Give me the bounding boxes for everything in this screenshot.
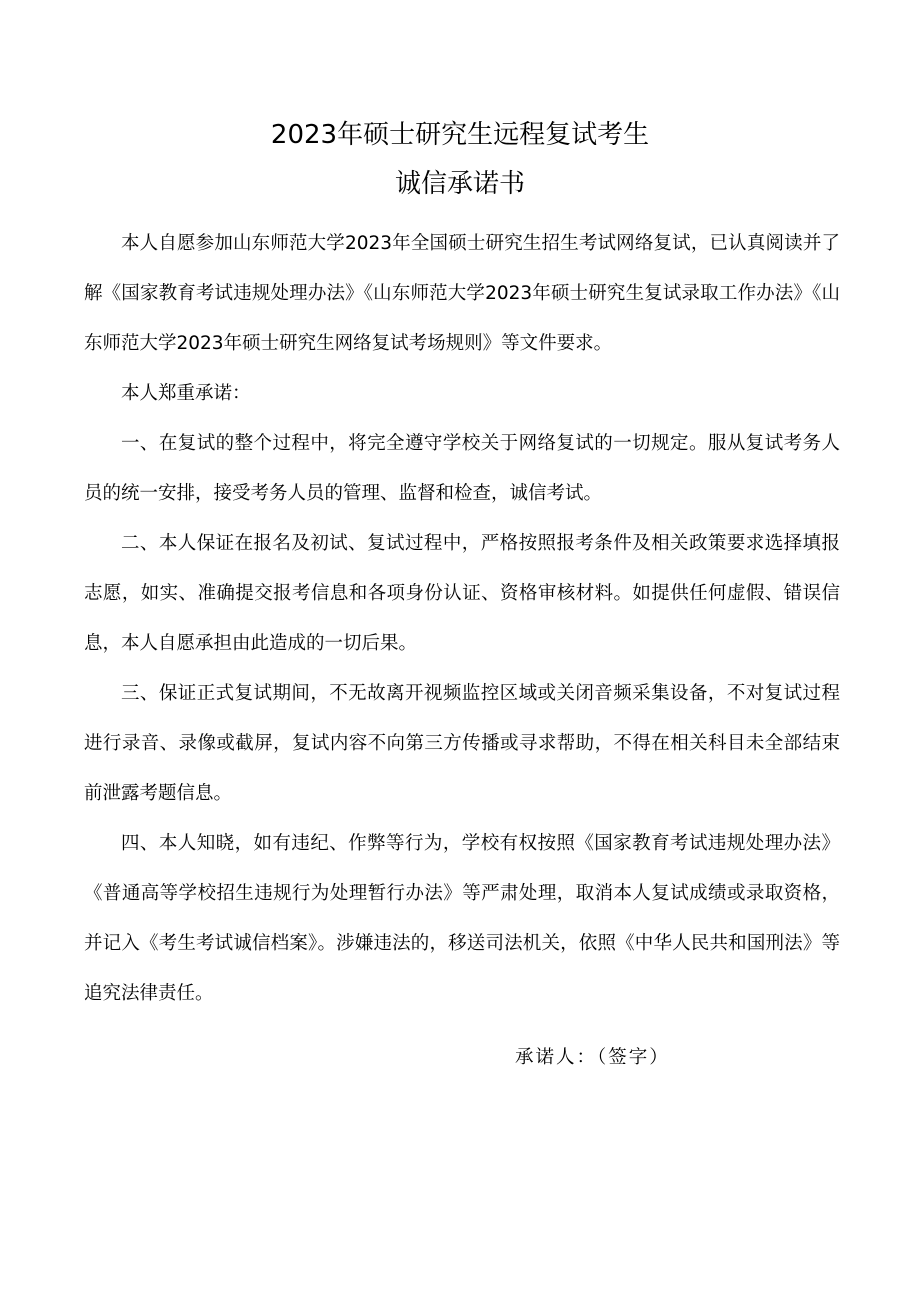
paragraph-pledge-1: 一、在复试的整个过程中，将完全遵守学校关于网络复试的一切规定。服从复试考务人员的统一安排，接受考务人员的管理、监督和检查，诚信考试。 bbox=[84, 433, 840, 504]
paragraph-pledge-3: 三、保证正式复试期间，不无故离开视频监控区域或关闭音频采集设备，不对复试过程进行录音、录像或截屏，复试内容不向第三方传播或寻求帮助，不得在相关科目未全部结束前泄露考题信息。 bbox=[84, 683, 840, 804]
paragraph-intro: 本人自愿参加山东师范大学2023年全国硕士研究生招生考试网络复试，已认真阅读并了解《国家教育考试违规处理办法》《山东师范大学2023年硕士研究生复试录取工作办法》《山东师范大学2023年硕士研究生网络复试考场规则》等文件要求。 bbox=[84, 233, 840, 354]
document-body bbox=[84, 219, 840, 1019]
document-title-line1: 2023年硕士研究生远程复试考生 bbox=[270, 120, 650, 150]
paragraph-pledge-2: 二、本人保证在报名及初试、复试过程中，严格按照报考条件及相关政策要求选择填报志愿，如实、准确提交报考信息和各项身份认证、资格审核材料。如提供任何虚假、错误信息，本人自愿承担由此造成的一切后果。 bbox=[84, 533, 840, 654]
document-title-line2: 诚信承诺书 bbox=[394, 169, 525, 199]
paragraph-pledge-4: 四、本人知晓，如有违纪、作弊等行为，学校有权按照《国家教育考试违规处理办法》《普通高等学校招生违规行为处理暂行办法》等严肃处理，取消本人复试成绩或录取资格，并记入《考生考试诚信档案》。涉嫌违法的，移送司法机关，依照《中华人民共和国刑法》等追究法律责任。 bbox=[84, 833, 840, 1004]
paragraph-pledge-heading: 本人郑重承诺： bbox=[121, 383, 251, 404]
signature-line: 承诺人：（签字） bbox=[515, 1047, 670, 1068]
